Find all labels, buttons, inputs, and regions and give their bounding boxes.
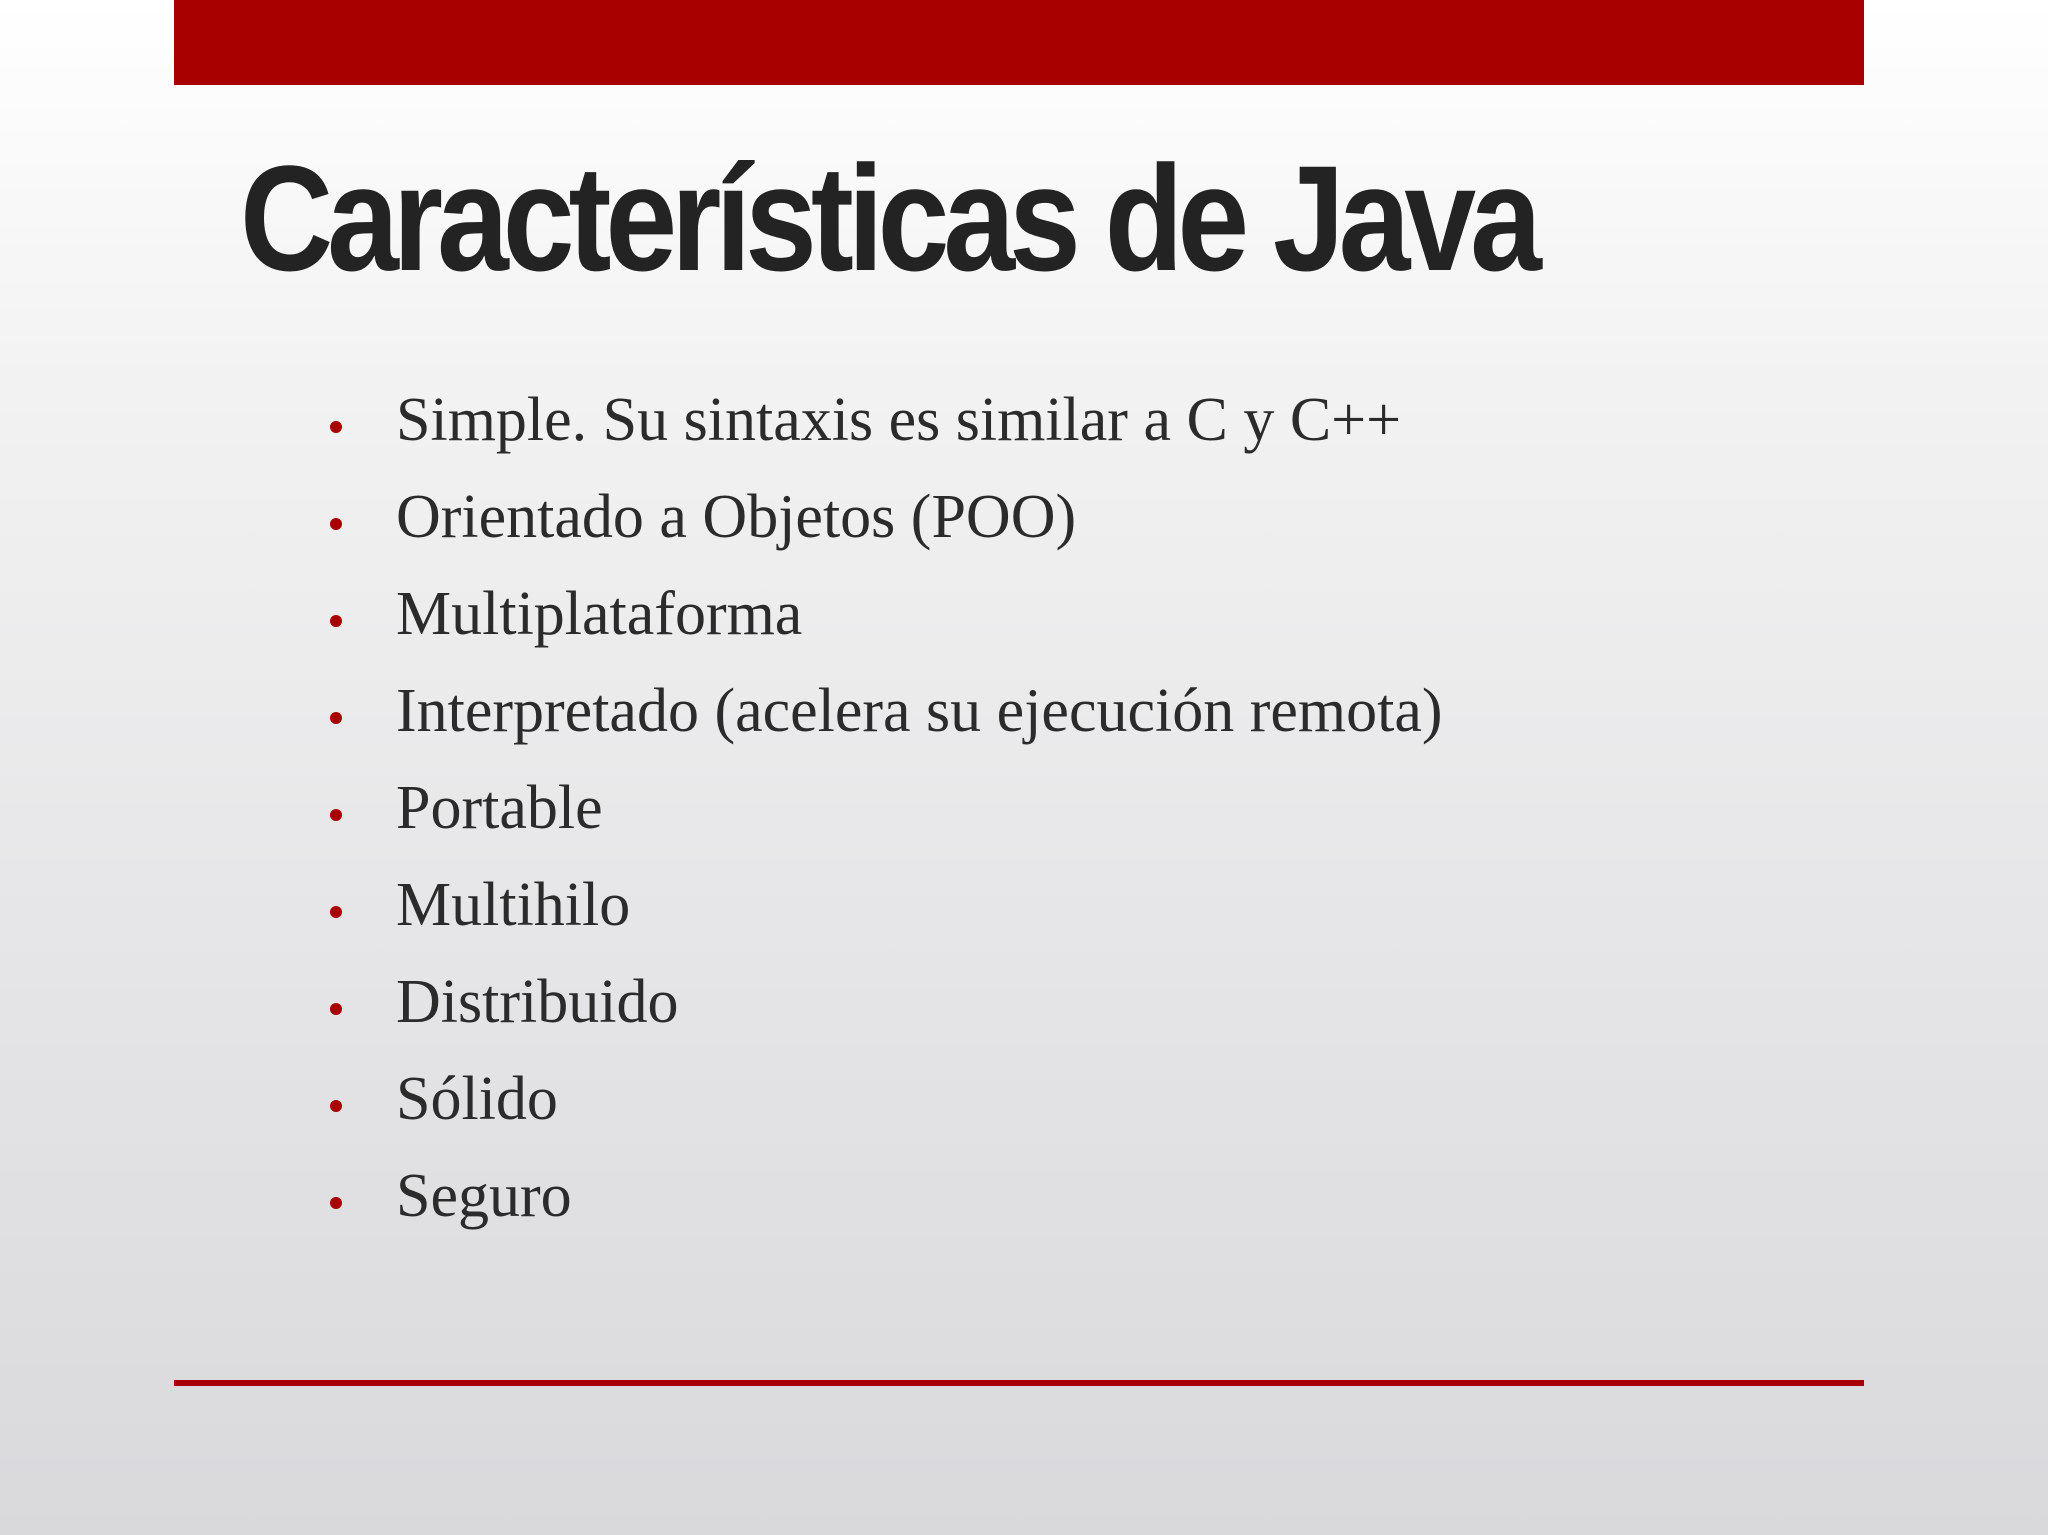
bullet-text: Multiplataforma: [396, 580, 803, 648]
round-bullet-icon: [330, 1197, 342, 1209]
bottom-accent-line: [174, 1380, 1864, 1386]
round-bullet-icon: [330, 421, 342, 433]
bullet-text: Sólido: [396, 1065, 558, 1133]
bullet-text: Multihilo: [396, 871, 631, 939]
bullet-text: Orientado a Objetos (POO): [396, 483, 1077, 551]
round-bullet-icon: [330, 1003, 342, 1015]
round-bullet-icon: [330, 615, 342, 627]
round-bullet-icon: [330, 809, 342, 821]
slide-title: Características de Java: [240, 134, 1536, 302]
round-bullet-icon: [330, 518, 342, 530]
round-bullet-icon: [330, 712, 342, 724]
bullet-text: Interpretado (acelera su ejecución remota): [396, 677, 1443, 745]
top-accent-bar: [174, 0, 1864, 85]
round-bullet-icon: [330, 906, 342, 918]
round-bullet-icon: [330, 1100, 342, 1112]
bullet-text: Distribuido: [396, 968, 679, 1036]
bullet-text: Simple. Su sintaxis es similar a C y C++: [396, 386, 1402, 454]
bullet-text: Portable: [396, 774, 603, 842]
bullet-text: Seguro: [396, 1162, 572, 1230]
